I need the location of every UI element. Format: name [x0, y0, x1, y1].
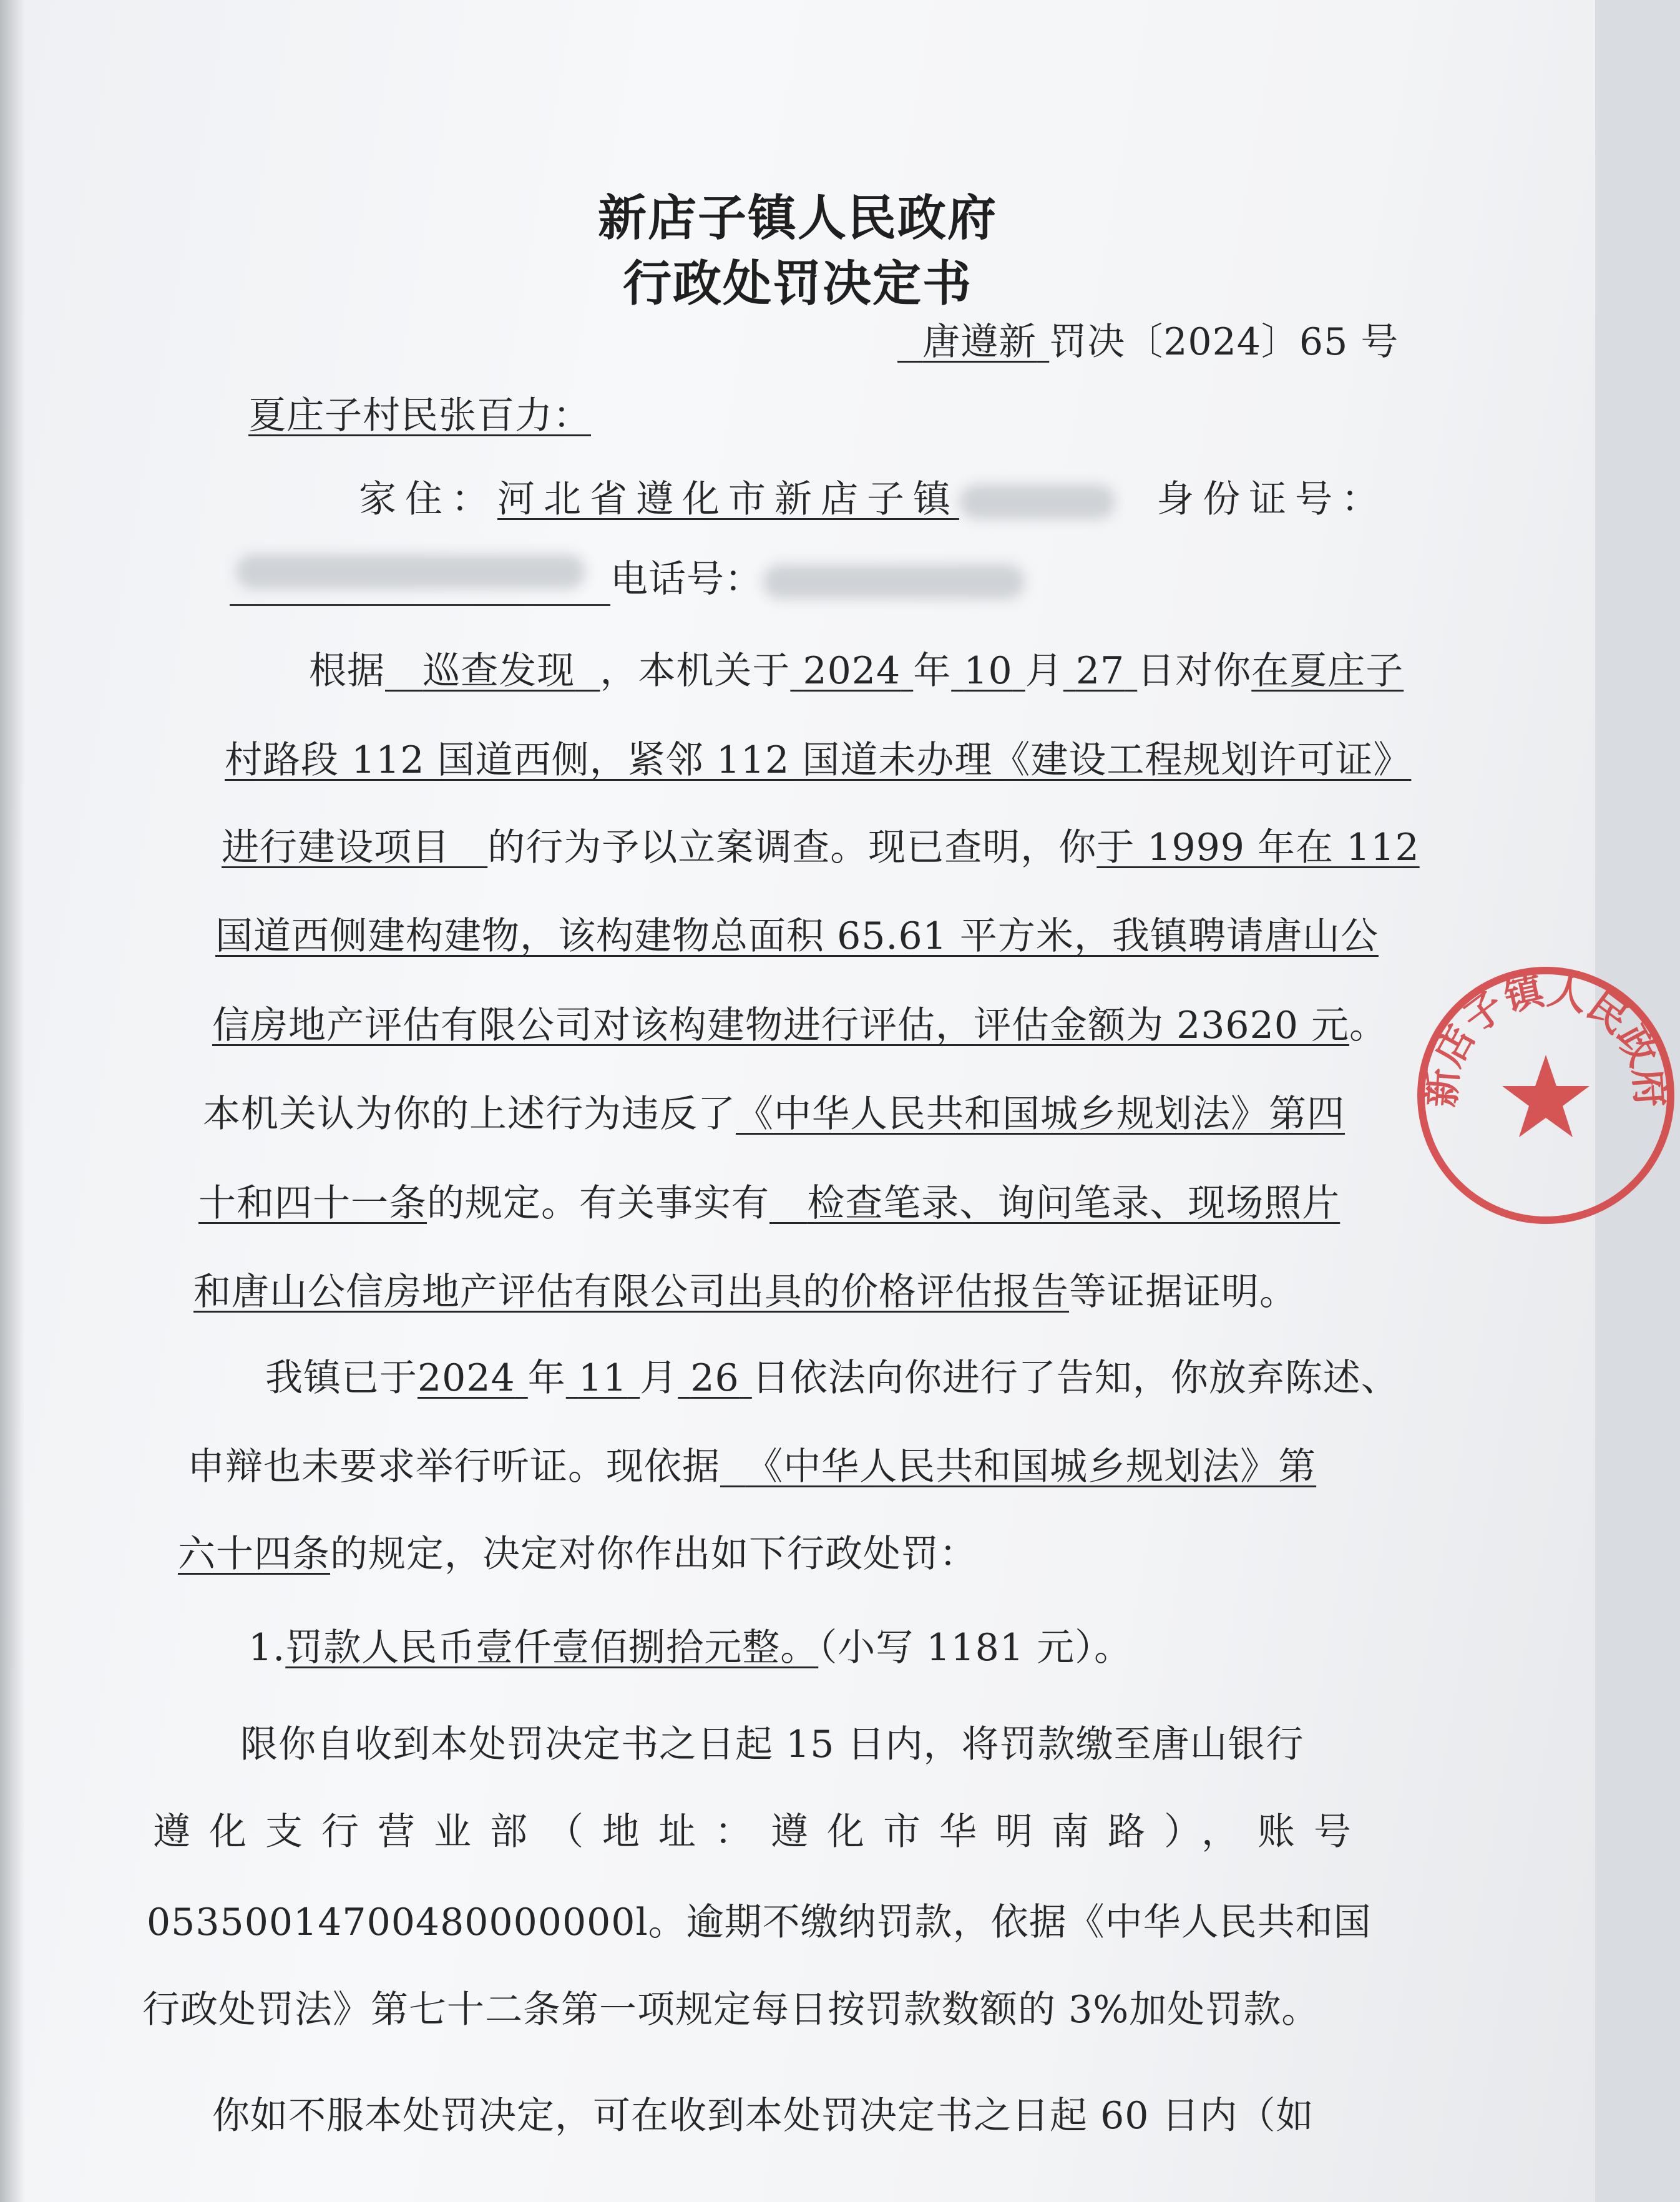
page-shadow — [0, 0, 25, 2202]
address-label: 家住： — [359, 477, 497, 521]
address-value: 河北省遵化市新店子镇 — [497, 477, 959, 521]
para2-line1: 我镇已于2024 年 11 月 26 日依法向你进行了告知，你放弃陈述、 — [265, 1356, 1399, 1400]
para3-line3: 05350014700480000000l。逾期不缴纳罚款，依据《中华人民共和国 — [147, 1901, 1372, 1944]
para1-line1: 根据 巡查发现 ，本机关于 2024 年 10 月 27 日对你在夏庄子 — [309, 649, 1404, 693]
redacted-phone — [763, 564, 1025, 599]
para1-line3: 进行建设项目 的行为予以立案调查。现已查明，你于 1999 年在 112 — [222, 826, 1420, 869]
penalty-amount-small: （小写 1181 元）。 — [818, 1626, 1133, 1670]
para1-line5: 信房地产评估有限公司对该构建物进行评估，评估金额为 23620 元。 — [212, 1004, 1388, 1047]
penalty-item — [248, 1623, 1132, 1673]
filing-day: 27 — [1075, 649, 1125, 693]
document-org-title: 新店子镇人民政府 — [597, 190, 997, 247]
para3-line4: 行政处罚法》第七十二条第一项规定每日按罚款数额的 3%加处罚款。 — [142, 1988, 1320, 2032]
penalty-number: 1. — [248, 1626, 286, 1670]
para1-line8: 和唐山公信房地产评估有限公司出具的价格评估报告等证据证明。 — [193, 1270, 1297, 1314]
seal-text: 新店子镇人民政府 — [1418, 967, 1674, 1109]
address-line — [359, 474, 1387, 524]
phone-label: 电话号： — [610, 557, 763, 601]
filing-month: 10 — [964, 649, 1013, 693]
filing-year: 2024 — [803, 649, 901, 693]
document-number — [897, 317, 1399, 367]
para1-line6: 本机关认为你的上述行为违反了《中华人民共和国城乡规划法》第四 — [203, 1092, 1345, 1136]
document-number-rest: 罚决〔2024〕65 号 — [1049, 320, 1399, 364]
recipient: 夏庄子村民张百力： — [248, 394, 591, 438]
id-label: 身份证号： — [1156, 477, 1388, 521]
penalty-amount-text: 罚款人民币壹仟壹佰捌拾元整。 — [285, 1626, 819, 1670]
para4-line1: 你如不服本处罚决定，可在收到本处罚决定书之日起 60 日内（如 — [212, 2094, 1314, 2138]
para1-line7: 十和四十一条的规定。有关事实有 检查笔录、询问笔录、现场照片 — [198, 1182, 1341, 1225]
document-type-title: 行政处罚决定书 — [622, 255, 972, 312]
id-phone-line — [230, 554, 1025, 606]
para1-line2: 村路段 112 国道西侧，紧邻 112 国道未办理《建设工程规划许可证》 — [225, 738, 1412, 782]
notice-day: 26 — [690, 1356, 740, 1400]
redacted-id-number — [230, 554, 610, 606]
document-number-prefix: 唐遵新 — [922, 320, 1037, 364]
para3-line1: 限你自收到本处罚决定书之日起 15 日内，将罚款缴至唐山银行 — [240, 1723, 1304, 1766]
para2-line2: 申辩也未要求举行听证。现依据 《中华人民共和国城乡规划法》第 — [187, 1445, 1317, 1489]
official-seal — [1412, 961, 1680, 1230]
redacted-address — [959, 484, 1115, 519]
para3-line2: 遵化支行营业部（地址：遵化市华明南路），账号 — [153, 1810, 1370, 1854]
seal-star-icon — [1502, 1055, 1590, 1137]
source-field: 巡查发现 — [422, 649, 575, 693]
para1-line4: 国道西侧建构建物，该构建物总面积 65.61 平方米，我镇聘请唐山公 — [215, 914, 1379, 958]
notice-month: 11 — [578, 1356, 628, 1400]
para2-line3: 六十四条的规定，决定对你作出如下行政处罚： — [178, 1532, 977, 1576]
notice-year: 2024 — [418, 1356, 515, 1400]
